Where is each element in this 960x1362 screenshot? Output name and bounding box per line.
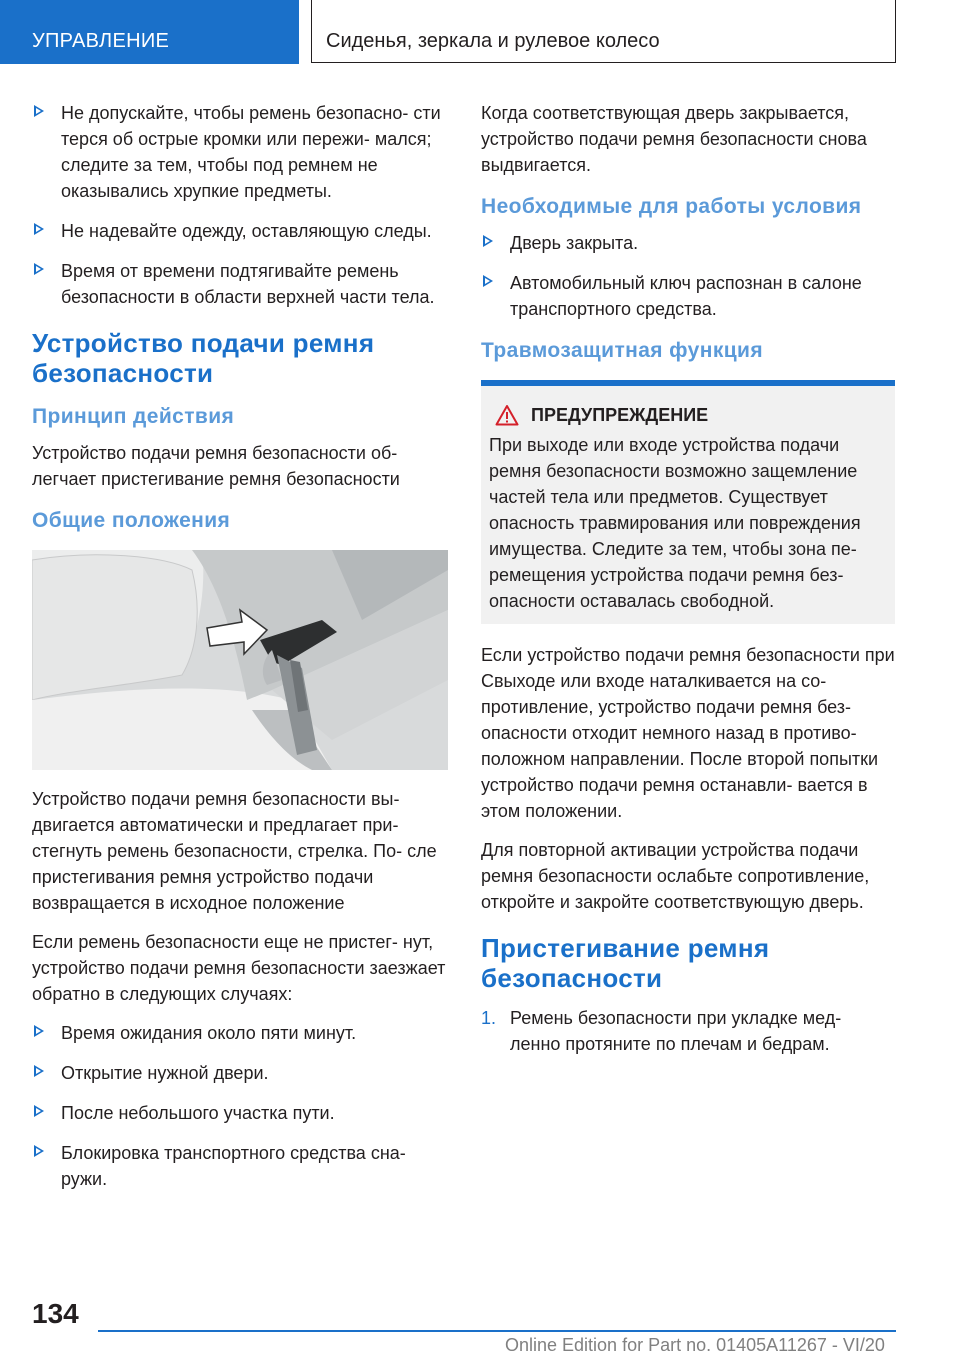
footer-rule xyxy=(98,1330,896,1332)
triangle-bullet-icon xyxy=(34,1145,44,1157)
list-item: Блокировка транспортного средства сна- ружи. xyxy=(32,1140,450,1192)
list-item: Дверь закрыта. xyxy=(481,230,895,256)
header-section-tab xyxy=(0,0,299,64)
triangle-bullet-icon xyxy=(34,1025,44,1037)
belt-feeder-illustration xyxy=(32,550,448,770)
belt-feeder-figure xyxy=(32,550,448,770)
page-number: 134 xyxy=(32,1298,79,1329)
subheading-general: Общие положения xyxy=(32,509,231,532)
list-item: Время от времени подтягивайте ремень безопасности в области верхней части тела. xyxy=(32,258,450,310)
triangle-bullet-icon xyxy=(34,1105,44,1117)
warning-box xyxy=(481,380,895,624)
triangle-bullet-icon xyxy=(34,1065,44,1077)
bullet-list-top xyxy=(32,100,450,310)
warning-title: ПРЕДУПРЕЖДЕНИЕ xyxy=(531,404,709,425)
header-chapter-box xyxy=(311,0,896,63)
triangle-bullet-icon xyxy=(34,105,44,117)
conditions-list xyxy=(481,230,895,322)
list-item: Не допускайте, чтобы ремень безопасно- сти терся об острые кромки или пережи- мался; следите за тем, чтобы под ремнем не оказывались хрупкие предметы. xyxy=(32,100,450,204)
reactivation-text: Для повторной активации устройства подачи ремня безопасности ослабьте сопротивление, откройте и закройте соответствующую дверь. xyxy=(481,840,870,912)
right-column xyxy=(481,100,895,1057)
triangle-bullet-icon xyxy=(483,235,493,247)
header-chapter-title: Сиденья, зеркала и рулевое колесо xyxy=(326,30,660,52)
list-item: Открытие нужной двери. xyxy=(32,1060,450,1086)
section-heading-belt-feeder: Устройство подачи ремня безопасности xyxy=(32,328,375,388)
warning-triangle-icon xyxy=(495,404,519,426)
left-column xyxy=(32,100,450,1206)
list-item: Время ожидания около пяти минут. xyxy=(32,1020,450,1046)
triangle-bullet-icon xyxy=(34,263,44,275)
triangle-bullet-icon xyxy=(483,275,493,287)
section-heading-fastening: Пристегивание ремня безопасности xyxy=(481,933,770,993)
list-item: После небольшого участка пути. xyxy=(32,1100,450,1126)
subheading-protection: Травмозащитная функция xyxy=(481,339,764,362)
list-item: Автомобильный ключ распознан в салоне транспортного средства. xyxy=(481,270,895,322)
retract-conditions-text: Если ремень безопасности еще не пристег- нут, устройство подачи ремня безопасности заезжает обратно в следующих случаях: xyxy=(32,932,446,1004)
warning-text: При выходе или входе устройства подачи ремня безопасности возможно защемление частей тела или предметов. Существует опасность травмирования или повреждения имущества. Следите за тем, чтобы зона пе- ремещения устройства подачи ремня без- опасности оставалась свободной. xyxy=(489,435,861,611)
list-item: 1. Ремень безопасности при укладке мед- ленно протяните по плечам и бедрам. xyxy=(481,1008,842,1054)
subheading-conditions: Необходимые для работы условия xyxy=(481,195,862,218)
steps-list xyxy=(481,1005,895,1057)
resistance-text: Если устройство подачи ремня безопасности при Свыходе или входе наталкивается на со- противление, устройство подачи ремня без- опасности отходит немного назад в противо- положном направлении. После второй попытки устройство подачи ремня останавли- вается в этом положении. xyxy=(481,645,895,821)
figure-caption-text: Устройство подачи ремня безопасности вы- двигается автоматически и предлагает при- стегнуть ремень безопасности, стрелка. По- сле пристегивания ремня устройство подачи возвращается в исходное положение xyxy=(32,789,437,913)
list-item: Не надевайте одежду, оставляющую следы. xyxy=(32,218,450,244)
bullet-list-bottom xyxy=(32,1020,450,1192)
subheading-principle: Принцип действия xyxy=(32,405,235,428)
footer-edition: Online Edition for Part no. 01405A11267 - VI/20 xyxy=(505,1335,885,1355)
header-section-title: УПРАВЛЕНИЕ xyxy=(32,30,170,52)
door-close-text: Когда соответствующая дверь закрывается, устройство подачи ремня безопасности снова выдвигается. xyxy=(481,103,867,175)
principle-text: Устройство подачи ремня безопасности об- легчает пристегивание ремня безопасности xyxy=(32,443,400,489)
warning-title-row xyxy=(489,404,887,426)
triangle-bullet-icon xyxy=(34,223,44,235)
